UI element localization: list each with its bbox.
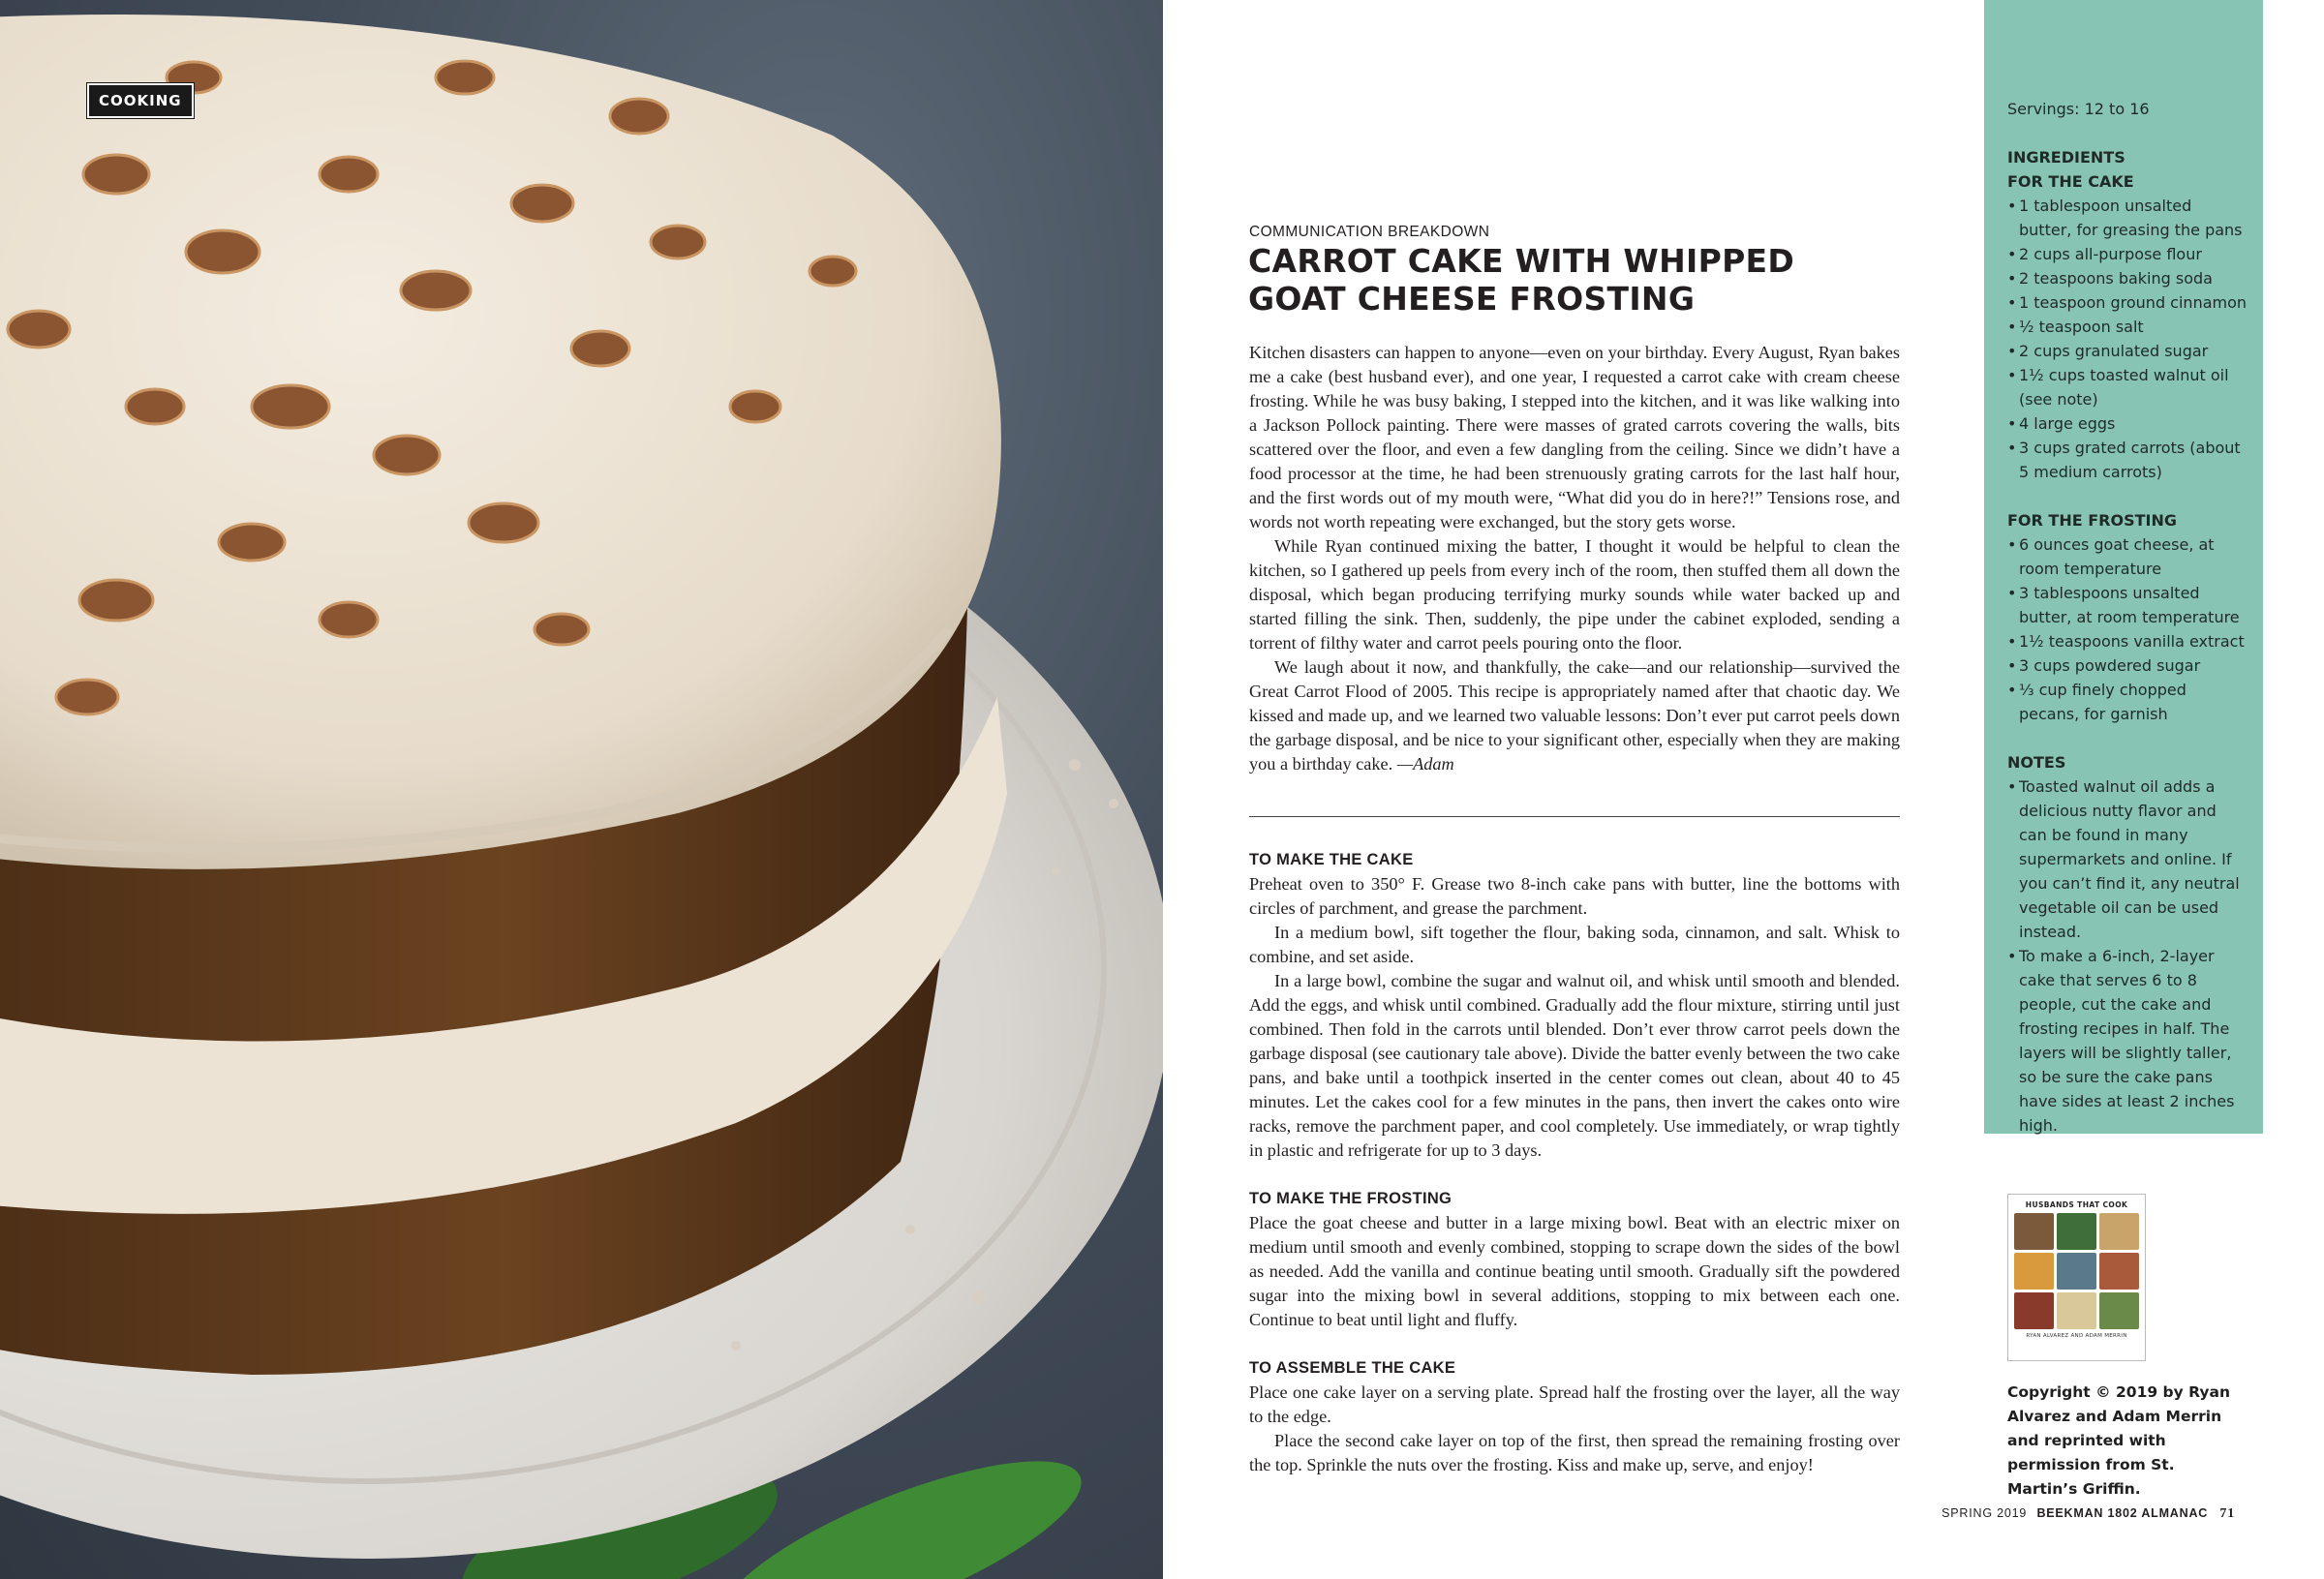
note-item: • Toasted walnut oil adds a delicious nutty flavor and can be found in many supermarkets and online. If you can’t find it, any neutral vegetable oil can be used instead.	[2007, 774, 2248, 944]
method-frosting	[1249, 1187, 1900, 1332]
ingredient-item: • 2 cups granulated sugar	[2007, 339, 2248, 363]
recipe-title	[1248, 242, 1945, 318]
book-authors: RYAN ALVAREZ AND ADAM MERRIN	[2026, 1333, 2127, 1339]
ingredient-item: • 6 ounces goat cheese, at room temperature	[2007, 532, 2248, 581]
method-heading: TO MAKE THE CAKE	[1249, 851, 1414, 868]
section-tag: COOKING	[87, 83, 194, 118]
divider	[1249, 816, 1900, 817]
title-line-2: GOAT CHEESE FROSTING	[1248, 280, 1696, 318]
cover-photo-tile	[2099, 1292, 2139, 1329]
ingredients-sidebar	[1984, 0, 2263, 1134]
cover-photo-tile	[2057, 1213, 2096, 1250]
ingredient-item: • 2 teaspoons baking soda	[2007, 266, 2248, 290]
cover-photo-tile	[2014, 1253, 2054, 1290]
story-text	[1249, 341, 1900, 776]
frosting-ingredients-heading: FOR THE FROSTING	[2007, 511, 2177, 530]
issue-date: SPRING 2019	[1942, 1506, 2028, 1520]
notes-list	[2007, 774, 2248, 1138]
book-title: HUSBANDS THAT COOK	[2025, 1200, 2128, 1209]
kicker: COMMUNICATION BREAKDOWN	[1249, 224, 1490, 240]
publication-name: BEEKMAN 1802 ALMANAC	[2036, 1506, 2209, 1520]
method-heading: TO MAKE THE FROSTING	[1249, 1190, 1452, 1207]
book-cover	[2007, 1194, 2146, 1361]
page-folio	[1942, 1506, 2235, 1522]
cake-ingredient-list	[2007, 194, 2248, 484]
ingredient-item: • 3 cups powdered sugar	[2007, 653, 2248, 678]
servings: Servings: 12 to 16	[2007, 100, 2150, 118]
ingredient-item: • 4 large eggs	[2007, 411, 2248, 436]
cover-photo-tile	[2057, 1292, 2096, 1329]
cover-photo-tile	[2014, 1292, 2054, 1329]
book-cover-photos	[2014, 1213, 2139, 1329]
ingredient-item: • 1½ teaspoons vanilla extract	[2007, 629, 2248, 653]
cake-ingredients-heading: FOR THE CAKE	[2007, 172, 2134, 191]
story-paragraph	[1249, 655, 1900, 776]
ingredient-item: • 2 cups all-purpose flour	[2007, 242, 2248, 266]
story-paragraph-text: We laugh about it now, and thankfully, the cake—and our relationship—survived the Great Carrot Flood of 2005. This recipe is appropriately named after that chaotic day. We kissed and made up, and we learned two valuable lessons: Don’t ever put carrot peels down the garbage disposal, and be nice to your significant other, especially when they are making you a birthday cake.	[1249, 657, 1900, 774]
ingredient-item: • 3 cups grated carrots (about 5 medium carrots)	[2007, 436, 2248, 484]
note-item: • To make a 6-inch, 2-layer cake that serves 6 to 8 people, cut the cake and frosting recipes in half. The layers will be slightly taller, so be sure the cake pans have sides at least 2 inches high.	[2007, 944, 2248, 1138]
method-step: Place the goat cheese and butter in a large mixing bowl. Beat with an electric mixer on medium until smooth and evenly combined, stopping to scrape down the sides of the bowl as needed. Add the vanilla and continue beating until smooth. Gradually sift the powdered sugar into the mixing bowl in several additions, stopping to mix between each one. Continue to beat until light and fluffy.	[1249, 1213, 1900, 1329]
ingredients-heading: INGREDIENTS	[2007, 148, 2125, 167]
title-line-1: CARROT CAKE WITH WHIPPED	[1248, 242, 1795, 280]
method-heading: TO ASSEMBLE THE CAKE	[1249, 1359, 1456, 1377]
method-step: Preheat oven to 350° F. Grease two 8-inch cake pans with butter, line the bottoms with circles of parchment, and grease the parchment.	[1249, 874, 1900, 918]
method-step: In a medium bowl, sift together the flour, baking soda, cinnamon, and salt. Whisk to combine, and set aside.	[1249, 923, 1900, 966]
ingredient-item: • 3 tablespoons unsalted butter, at room temperature	[2007, 581, 2248, 629]
story-paragraph: While Ryan continued mixing the batter, I thought it would be helpful to clean the kitchen, so I gathered up peels from every inch of the room, then stuffed them all down the disposal, which began producing terrifying murky sounds while water backed up and started filling the sink. Then, suddenly, the pipe under the cabinet exploded, sending a torrent of filthy water and carrot peels pouring onto the floor.	[1249, 536, 1900, 653]
copyright-credit: Copyright © 2019 by Ryan Alvarez and Adam Merrin and reprinted with permission from St. Martin’s Griffin.	[2007, 1383, 2230, 1498]
notes-heading: NOTES	[2007, 753, 2066, 772]
frosting-ingredient-list	[2007, 532, 2248, 726]
cover-photo-tile	[2099, 1213, 2139, 1250]
ingredient-item: • 1 teaspoon ground cinnamon	[2007, 290, 2248, 315]
method-step: In a large bowl, combine the sugar and walnut oil, and whisk until smooth and blended. Add the eggs, and whisk until combined. Gradually add the flour mixture, stirring until just combined. Then fold in the carrots until blended. Don’t ever throw carrot peels down the garbage disposal (see cautionary tale above). Divide the batter evenly between the two cake pans, and bake until a toothpick inserted in the center comes out clean, about 40 to 45 minutes. Let the cakes cool for a few minutes in the pans, then invert the cakes onto wire racks, remove the parchment paper, and cool completely. Use immediately, or wrap tightly in plastic and refrigerate for up to 3 days.	[1249, 971, 1900, 1160]
story-paragraph: Kitchen disasters can happen to anyone—even on your birthday. Every August, Ryan bakes me a cake (best husband ever), and one year, I requested a carrot cake with cream cheese frosting. While he was busy baking, I stepped into the kitchen, and it was like walking into a Jackson Pollock painting. There were masses of grated carrots covering the walls, bits scattered over the floor, and even a few dangling from the ceiling. Since we didn’t have a food processor at the time, he had been strenuously grating carrots for the last half hour, and the first words out of my mouth were, “What did you do in here?!” Tensions rose, and words not worth repeating were exchanged, but the story gets worse.	[1249, 343, 1900, 531]
author-signature: —Adam	[1396, 754, 1454, 774]
method-step: Place the second cake layer on top of the first, then spread the remaining frosting over the top. Sprinkle the nuts over the frosting. Kiss and make up, serve, and enjoy!	[1249, 1431, 1900, 1474]
method-cake	[1249, 848, 1900, 1163]
cover-photo-tile	[2057, 1253, 2096, 1290]
method-assemble	[1249, 1356, 1900, 1477]
ingredient-item: • ½ teaspoon salt	[2007, 315, 2248, 339]
ingredient-item: • 1 tablespoon unsalted butter, for greasing the pans	[2007, 194, 2248, 242]
page-number: 71	[2219, 1506, 2235, 1521]
method-step: Place one cake layer on a serving plate. Spread half the frosting over the layer, all the way to the edge.	[1249, 1382, 1900, 1426]
ingredient-item: • ⅓ cup finely chopped pecans, for garnish	[2007, 678, 2248, 726]
ingredient-item: • 1½ cups toasted walnut oil (see note)	[2007, 363, 2248, 411]
cover-photo-tile	[2099, 1253, 2139, 1290]
cover-photo-tile	[2014, 1213, 2054, 1250]
